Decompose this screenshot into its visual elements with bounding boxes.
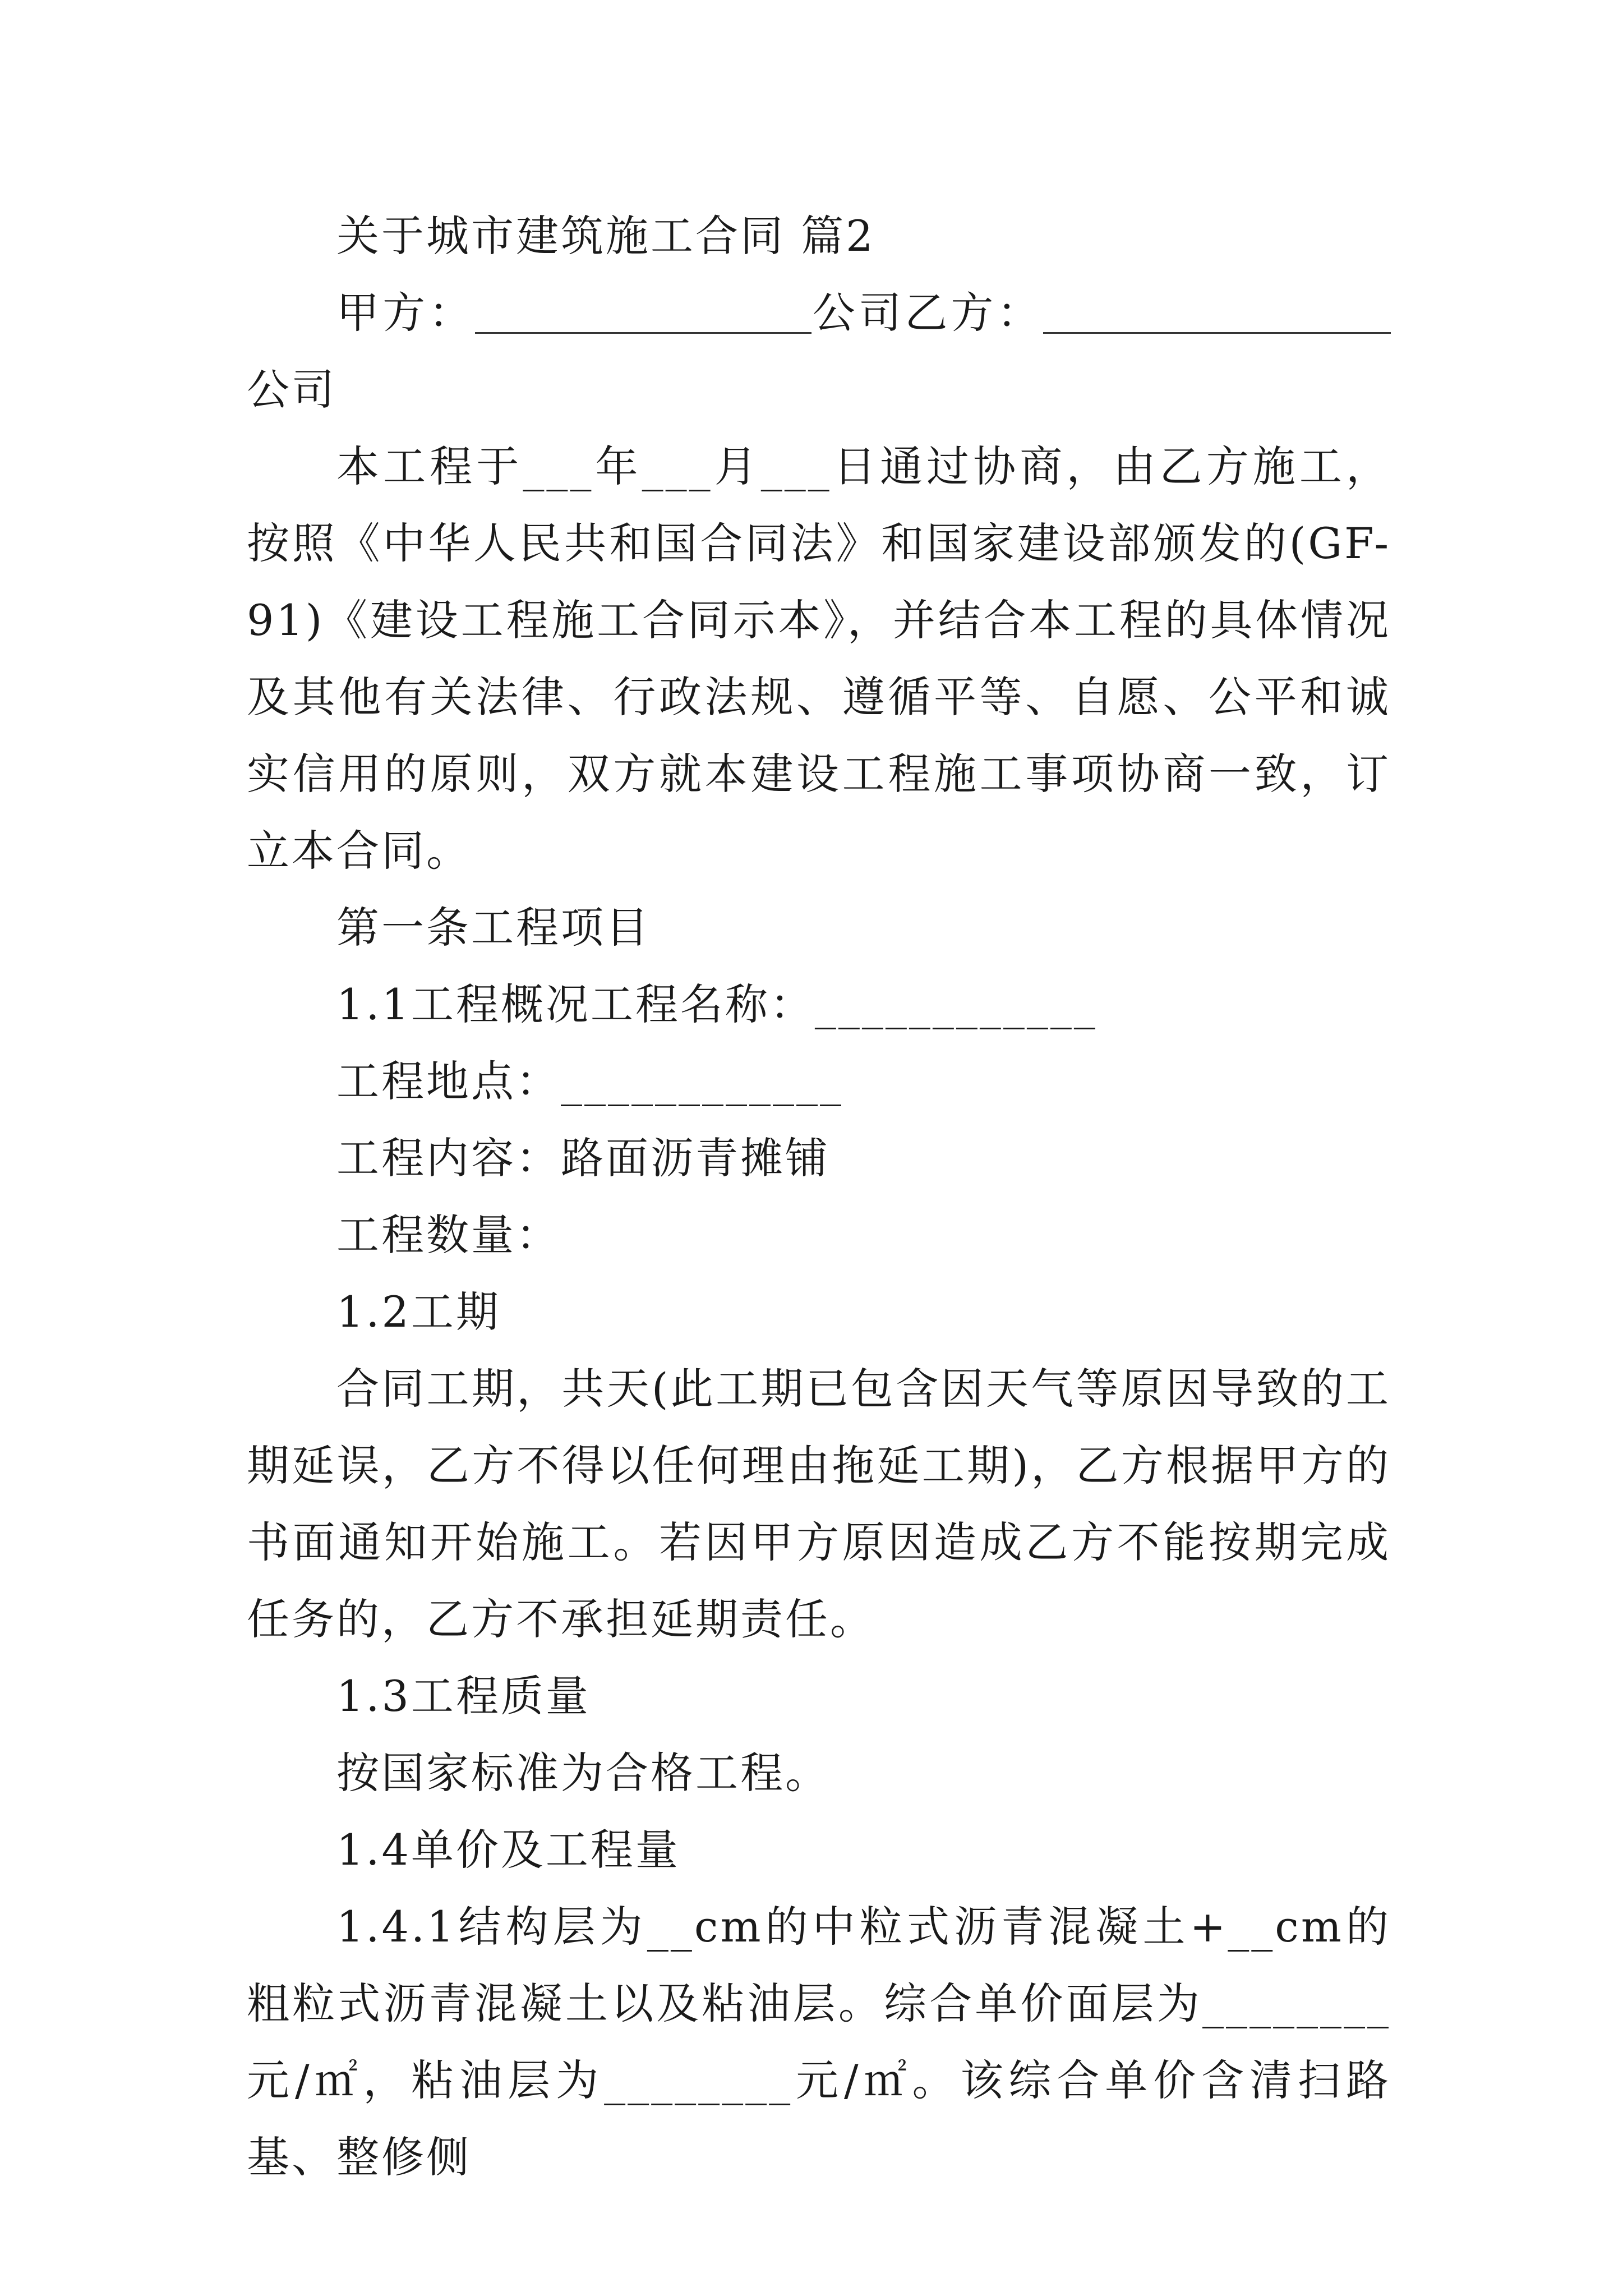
quality-paragraph: 按国家标准为合格工程。 (336, 1748, 830, 1798)
intro-paragraph: 本工程于___年___月___日通过协商，由乙方施工，按照《中华人民共和国合同法》和国家建设部颁发的(GF-91)《建设工程施工合同示本》，并结合本工程的具体情况及其他有关法律、行政法规、遵循平等、自愿、公平和诚实信用的原则，双方就本建设工程施工事项协商一致，订立本合同。 (247, 441, 1391, 876)
party-b-blank (1043, 294, 1391, 334)
project-location: 工程地点：____________ (336, 1056, 843, 1106)
party-a-label: 甲方： (336, 288, 475, 338)
party-a-blank (475, 294, 811, 334)
schedule-paragraph: 合同工期，共天(此工期已包含因天气等原因导致的工期延误，乙方不得以任何理由拖延工期)，乙方根据甲方的书面通知开始施工。若因甲方原因造成乙方不能按期完成任务的，乙方不承担延期责任。 (247, 1364, 1391, 1644)
project-quantity: 工程数量： (336, 1210, 561, 1260)
section-1-3: 1.3工程质量 (336, 1671, 591, 1721)
article-1-heading: 第一条工程项目 (336, 903, 651, 953)
contract-title: 关于城市建筑施工合同 篇2 (336, 211, 875, 261)
section-1-2: 1.2工期 (336, 1287, 501, 1337)
party-b-suffix: 公司 (247, 365, 336, 415)
parties-line (247, 274, 1391, 428)
contract-body (247, 197, 1391, 2196)
section-1-1: 1.1工程概况工程名称：____________ (336, 979, 1098, 1029)
project-content: 工程内容：路面沥青摊铺 (336, 1133, 830, 1183)
section-1-4: 1.4单价及工程量 (336, 1825, 680, 1875)
party-a-suffix: 公司乙方： (811, 288, 1044, 338)
section-1-4-1: 1.4.1结构层为__cm的中粒式沥青混凝土+__cm的粗粒式沥青混凝土以及粘油层。综合单价面层为________元/㎡，粘油层为________元/㎡。该综合单价含清扫路基、整修侧 (247, 1902, 1391, 2182)
